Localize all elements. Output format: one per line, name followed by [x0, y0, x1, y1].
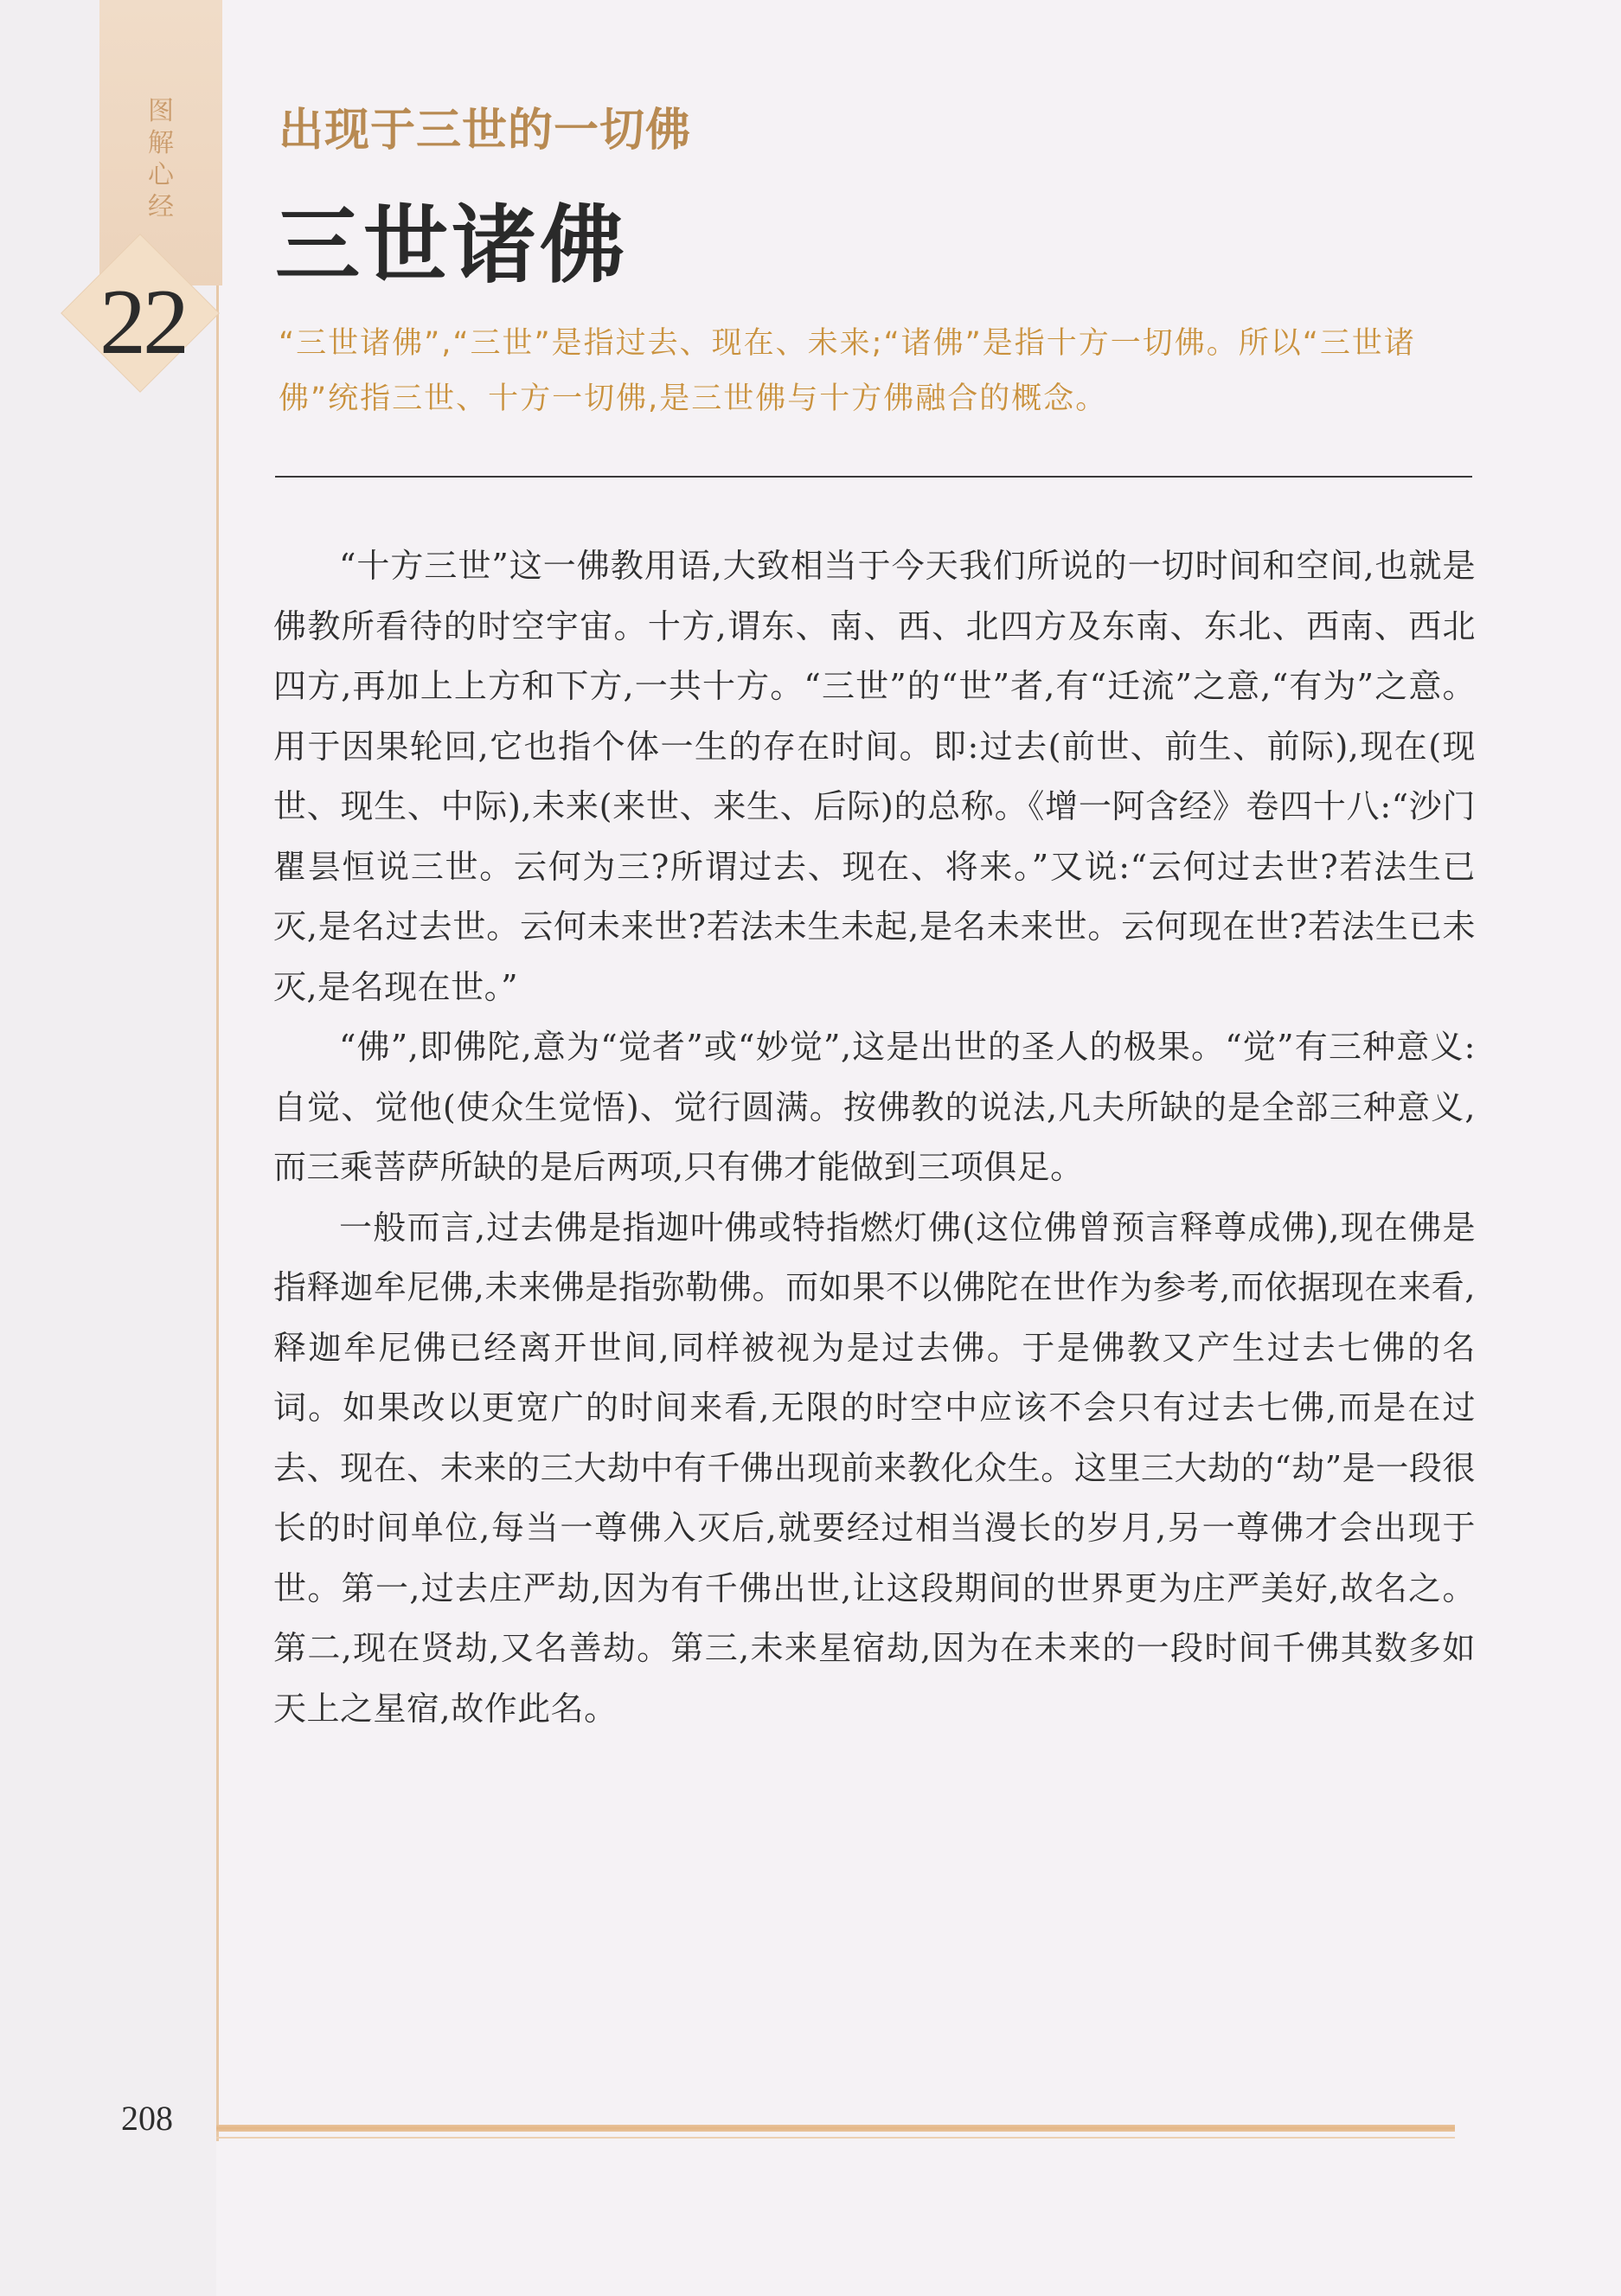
- footer-rule-thin: [216, 2137, 1455, 2139]
- body-paragraph: “十方三世”这一佛教用语,大致相当于今天我们所说的一切时间和空间,也就是佛教所看待的时空宇宙。十方,谓东、南、西、北四方及东南、东北、西南、西北四方,再加上上方和下方,一共十方。“三世”的“世”者,有“迁流”之意,“有为”之意。用于因果轮回,它也指个体一生的存在时间。即:过去(前世、前生、前际),现在(现世、现生、中际),未来(来世、来生、后际)的总称。《增一阿含经》卷四十八:“沙门瞿昙恒说三世。云何为三?所谓过去、现在、将来。”又说:“云何过去世?若法生已灭,是名过去世。云何未来世?若法未生未起,是名未来世。云何现在世?若法生已未灭,是名现在世。”: [273, 547, 1476, 1006]
- side-tab-char: 解: [148, 128, 174, 158]
- intro-summary: “三世诸佛”,“三世”是指过去、现在、未来;“诸佛”是指十方一切佛。所以“三世诸佛”统指三世、十方一切佛,是三世佛与十方佛融合的概念。: [279, 326, 1416, 416]
- section-subtitle: 出现于三世的一切佛: [279, 104, 692, 157]
- chapter-number: 22: [99, 271, 186, 374]
- page-number: 208: [121, 2099, 173, 2138]
- footer-rule: [216, 2125, 1455, 2132]
- side-tab-char: 心: [148, 160, 174, 190]
- section-title: 三世诸佛: [275, 196, 629, 295]
- body-paragraph: 一般而言,过去佛是指迦叶佛或特指燃灯佛(这位佛曾预言释尊成佛),现在佛是指释迦牟尼佛,未来佛是指弥勒佛。而如果不以佛陀在世作为参考,而依据现在来看,释迦牟尼佛已经离开世间,同样被视为是过去佛。于是佛教又产生过去七佛的名词。如果改以更宽广的时间来看,无限的时空中应该不会只有过去七佛,而是在过去、现在、未来的三大劫中有千佛出现前来教化众生。这里三大劫的“劫”是一段很长的时间单位,每当一尊佛入灭后,就要经过相当漫长的岁月,另一尊佛才会出现于世。第一,过去庄严劫,因为有千佛出世,让这段期间的世界更为庄严美好,故名之。第二,现在贤劫,又名善劫。第三,未来星宿劫,因为在未来的一段时间千佛其数多如天上之星宿,故作此名。: [273, 1208, 1476, 1728]
- body-paragraph: “佛”,即佛陀,意为“觉者”或“妙觉”,这是出世的圣人的极果。“觉”有三种意义:自觉、觉他(使众生觉悟)、觉行圆满。按佛教的说法,凡夫所缺的是全部三种意义,而三乘菩萨所缺的是后两项,只有佛才能做到三项俱足。: [273, 1028, 1476, 1186]
- vertical-rule: [216, 285, 219, 2141]
- body-text: [273, 536, 1476, 1739]
- side-tab-char: 图: [148, 96, 174, 126]
- side-tab-char: 经: [148, 192, 174, 222]
- divider: [275, 476, 1472, 478]
- side-tab-label: [99, 95, 222, 223]
